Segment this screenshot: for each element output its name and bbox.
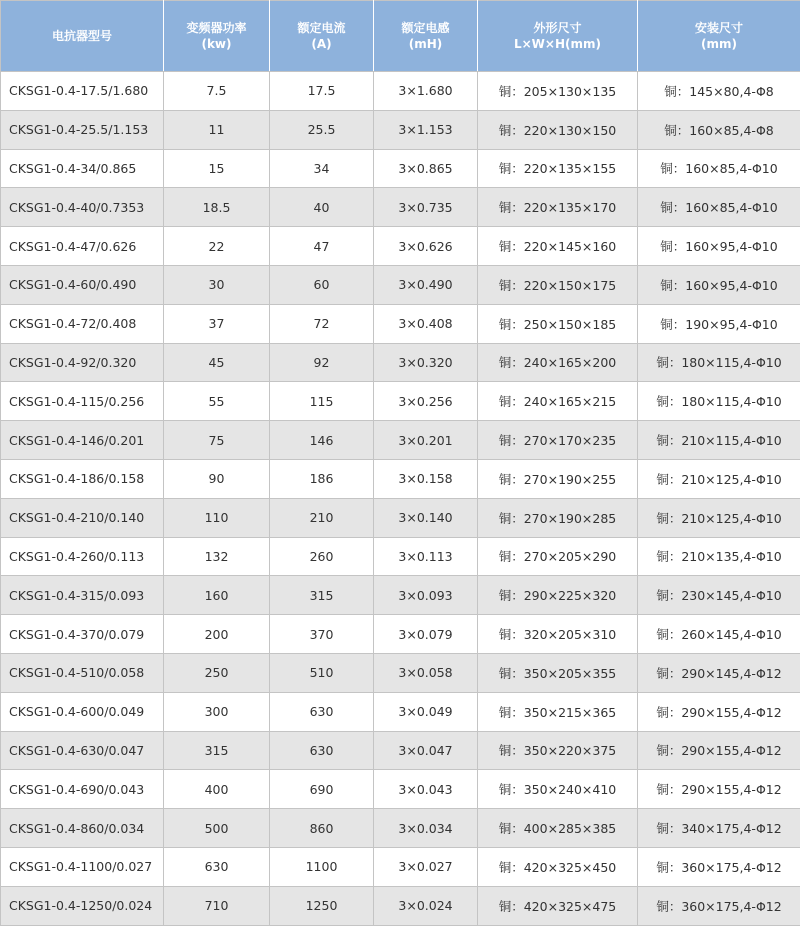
cell-model: CKSG1-0.4-510/0.058	[1, 653, 164, 692]
cell-mounting-size: 铜：360×175,4-Φ12	[638, 847, 800, 886]
cell-dimensions: 铜：240×165×215	[478, 382, 638, 421]
cell-mounting-size: 铜：290×155,4-Φ12	[638, 731, 800, 770]
cell-inverter-power: 110	[164, 498, 270, 537]
cell-inverter-power: 90	[164, 459, 270, 498]
header-unit: (A)	[270, 36, 373, 52]
cell-dimensions: 铜：270×190×255	[478, 459, 638, 498]
cell-rated-inductance: 3×0.408	[374, 304, 478, 343]
header-unit: L×W×H(mm)	[478, 36, 637, 52]
table-row	[1, 770, 800, 809]
cell-rated-inductance: 3×0.024	[374, 886, 478, 925]
cell-mounting-size: 铜：145×80,4-Φ8	[638, 72, 800, 111]
table-row	[1, 110, 800, 149]
cell-inverter-power: 55	[164, 382, 270, 421]
table-row	[1, 265, 800, 304]
cell-dimensions: 铜：350×220×375	[478, 731, 638, 770]
cell-rated-inductance: 3×0.034	[374, 809, 478, 848]
cell-rated-current: 315	[270, 576, 374, 615]
cell-dimensions: 铜：350×205×355	[478, 653, 638, 692]
cell-inverter-power: 200	[164, 615, 270, 654]
header-label: 电抗器型号	[1, 28, 163, 44]
cell-rated-inductance: 3×0.047	[374, 731, 478, 770]
cell-dimensions: 铜：220×135×170	[478, 188, 638, 227]
header-row	[1, 1, 800, 72]
table-row	[1, 537, 800, 576]
cell-rated-current: 34	[270, 149, 374, 188]
cell-model: CKSG1-0.4-47/0.626	[1, 227, 164, 266]
cell-rated-current: 47	[270, 227, 374, 266]
cell-dimensions: 铜：350×215×365	[478, 692, 638, 731]
cell-inverter-power: 500	[164, 809, 270, 848]
table-row	[1, 421, 800, 460]
header-label: 外形尺寸	[478, 20, 637, 36]
cell-mounting-size: 铜：230×145,4-Φ10	[638, 576, 800, 615]
cell-rated-inductance: 3×0.079	[374, 615, 478, 654]
cell-rated-inductance: 3×0.049	[374, 692, 478, 731]
cell-model: CKSG1-0.4-186/0.158	[1, 459, 164, 498]
cell-model: CKSG1-0.4-210/0.140	[1, 498, 164, 537]
cell-model: CKSG1-0.4-1250/0.024	[1, 886, 164, 925]
cell-inverter-power: 22	[164, 227, 270, 266]
cell-rated-current: 1100	[270, 847, 374, 886]
cell-inverter-power: 250	[164, 653, 270, 692]
header-label: 额定电流	[270, 20, 373, 36]
cell-dimensions: 铜：290×225×320	[478, 576, 638, 615]
cell-rated-current: 510	[270, 653, 374, 692]
header-rated-inductance	[374, 1, 478, 72]
cell-dimensions: 铜：220×145×160	[478, 227, 638, 266]
cell-inverter-power: 7.5	[164, 72, 270, 111]
table-body	[1, 72, 800, 926]
cell-mounting-size: 铜：160×85,4-Φ10	[638, 149, 800, 188]
cell-mounting-size: 铜：210×125,4-Φ10	[638, 498, 800, 537]
cell-rated-inductance: 3×0.027	[374, 847, 478, 886]
cell-dimensions: 铜：420×325×450	[478, 847, 638, 886]
cell-inverter-power: 300	[164, 692, 270, 731]
cell-rated-inductance: 3×0.140	[374, 498, 478, 537]
cell-dimensions: 铜：205×130×135	[478, 72, 638, 111]
cell-inverter-power: 630	[164, 847, 270, 886]
cell-rated-current: 25.5	[270, 110, 374, 149]
cell-dimensions: 铜：250×150×185	[478, 304, 638, 343]
cell-dimensions: 铜：350×240×410	[478, 770, 638, 809]
cell-inverter-power: 710	[164, 886, 270, 925]
cell-rated-current: 40	[270, 188, 374, 227]
cell-dimensions: 铜：220×130×150	[478, 110, 638, 149]
cell-mounting-size: 铜：210×125,4-Φ10	[638, 459, 800, 498]
header-label: 安装尺寸	[638, 20, 800, 36]
cell-mounting-size: 铜：180×115,4-Φ10	[638, 382, 800, 421]
cell-rated-current: 115	[270, 382, 374, 421]
cell-mounting-size: 铜：290×145,4-Φ12	[638, 653, 800, 692]
table-row	[1, 615, 800, 654]
cell-dimensions: 铜：320×205×310	[478, 615, 638, 654]
cell-rated-current: 72	[270, 304, 374, 343]
cell-mounting-size: 铜：160×95,4-Φ10	[638, 265, 800, 304]
cell-inverter-power: 315	[164, 731, 270, 770]
cell-model: CKSG1-0.4-40/0.7353	[1, 188, 164, 227]
cell-rated-inductance: 3×1.153	[374, 110, 478, 149]
cell-mounting-size: 铜：260×145,4-Φ10	[638, 615, 800, 654]
cell-mounting-size: 铜：360×175,4-Φ12	[638, 886, 800, 925]
cell-mounting-size: 铜：290×155,4-Φ12	[638, 770, 800, 809]
cell-inverter-power: 37	[164, 304, 270, 343]
cell-mounting-size: 铜：190×95,4-Φ10	[638, 304, 800, 343]
cell-dimensions: 铜：240×165×200	[478, 343, 638, 382]
table-row	[1, 731, 800, 770]
cell-rated-inductance: 3×0.058	[374, 653, 478, 692]
cell-dimensions: 铜：270×190×285	[478, 498, 638, 537]
cell-rated-inductance: 3×0.256	[374, 382, 478, 421]
cell-dimensions: 铜：220×150×175	[478, 265, 638, 304]
cell-rated-current: 17.5	[270, 72, 374, 111]
header-mounting-size	[638, 1, 800, 72]
cell-rated-inductance: 3×0.158	[374, 459, 478, 498]
cell-mounting-size: 铜：160×85,4-Φ8	[638, 110, 800, 149]
cell-dimensions: 铜：420×325×475	[478, 886, 638, 925]
header-unit: (mH)	[374, 36, 477, 52]
cell-rated-inductance: 3×0.113	[374, 537, 478, 576]
cell-model: CKSG1-0.4-34/0.865	[1, 149, 164, 188]
cell-rated-inductance: 3×0.093	[374, 576, 478, 615]
cell-rated-current: 60	[270, 265, 374, 304]
header-unit: (mm)	[638, 36, 800, 52]
table-row	[1, 498, 800, 537]
cell-rated-current: 186	[270, 459, 374, 498]
cell-rated-current: 1250	[270, 886, 374, 925]
table-row	[1, 72, 800, 111]
cell-rated-inductance: 3×1.680	[374, 72, 478, 111]
cell-rated-current: 260	[270, 537, 374, 576]
table-row	[1, 304, 800, 343]
cell-rated-current: 370	[270, 615, 374, 654]
cell-model: CKSG1-0.4-60/0.490	[1, 265, 164, 304]
cell-inverter-power: 18.5	[164, 188, 270, 227]
table-row	[1, 149, 800, 188]
table-row	[1, 188, 800, 227]
cell-rated-inductance: 3×0.201	[374, 421, 478, 460]
cell-rated-inductance: 3×0.735	[374, 188, 478, 227]
cell-mounting-size: 铜：340×175,4-Φ12	[638, 809, 800, 848]
cell-mounting-size: 铜：180×115,4-Φ10	[638, 343, 800, 382]
cell-dimensions: 铜：400×285×385	[478, 809, 638, 848]
header-inverter-power	[164, 1, 270, 72]
cell-inverter-power: 75	[164, 421, 270, 460]
table-row	[1, 886, 800, 925]
cell-model: CKSG1-0.4-630/0.047	[1, 731, 164, 770]
cell-model: CKSG1-0.4-115/0.256	[1, 382, 164, 421]
header-unit: (kw)	[164, 36, 269, 52]
table-row	[1, 653, 800, 692]
cell-rated-current: 690	[270, 770, 374, 809]
cell-model: CKSG1-0.4-17.5/1.680	[1, 72, 164, 111]
cell-model: CKSG1-0.4-260/0.113	[1, 537, 164, 576]
cell-mounting-size: 铜：290×155,4-Φ12	[638, 692, 800, 731]
cell-rated-current: 630	[270, 692, 374, 731]
cell-rated-inductance: 3×0.865	[374, 149, 478, 188]
cell-model: CKSG1-0.4-690/0.043	[1, 770, 164, 809]
header-rated-current	[270, 1, 374, 72]
cell-rated-inductance: 3×0.320	[374, 343, 478, 382]
cell-rated-current: 146	[270, 421, 374, 460]
cell-dimensions: 铜：270×205×290	[478, 537, 638, 576]
cell-mounting-size: 铜：210×135,4-Φ10	[638, 537, 800, 576]
cell-model: CKSG1-0.4-860/0.034	[1, 809, 164, 848]
cell-rated-inductance: 3×0.043	[374, 770, 478, 809]
cell-inverter-power: 15	[164, 149, 270, 188]
table-row	[1, 382, 800, 421]
cell-model: CKSG1-0.4-92/0.320	[1, 343, 164, 382]
cell-rated-inductance: 3×0.626	[374, 227, 478, 266]
cell-dimensions: 铜：220×135×155	[478, 149, 638, 188]
cell-rated-current: 860	[270, 809, 374, 848]
cell-model: CKSG1-0.4-146/0.201	[1, 421, 164, 460]
cell-model: CKSG1-0.4-72/0.408	[1, 304, 164, 343]
cell-model: CKSG1-0.4-315/0.093	[1, 576, 164, 615]
cell-dimensions: 铜：270×170×235	[478, 421, 638, 460]
table-row	[1, 227, 800, 266]
header-model	[1, 1, 164, 72]
table-row	[1, 809, 800, 848]
cell-rated-current: 210	[270, 498, 374, 537]
cell-inverter-power: 400	[164, 770, 270, 809]
cell-mounting-size: 铜：160×85,4-Φ10	[638, 188, 800, 227]
cell-model: CKSG1-0.4-600/0.049	[1, 692, 164, 731]
cell-rated-current: 630	[270, 731, 374, 770]
table-row	[1, 459, 800, 498]
header-label: 变频器功率	[164, 20, 269, 36]
cell-rated-current: 92	[270, 343, 374, 382]
cell-mounting-size: 铜：210×115,4-Φ10	[638, 421, 800, 460]
cell-mounting-size: 铜：160×95,4-Φ10	[638, 227, 800, 266]
table-header	[1, 1, 800, 72]
cell-inverter-power: 45	[164, 343, 270, 382]
cell-rated-inductance: 3×0.490	[374, 265, 478, 304]
cell-model: CKSG1-0.4-370/0.079	[1, 615, 164, 654]
table-row	[1, 576, 800, 615]
header-dimensions	[478, 1, 638, 72]
cell-inverter-power: 11	[164, 110, 270, 149]
cell-inverter-power: 160	[164, 576, 270, 615]
table-row	[1, 692, 800, 731]
cell-inverter-power: 30	[164, 265, 270, 304]
cell-model: CKSG1-0.4-1100/0.027	[1, 847, 164, 886]
cell-model: CKSG1-0.4-25.5/1.153	[1, 110, 164, 149]
table-row	[1, 847, 800, 886]
table-row	[1, 343, 800, 382]
cell-inverter-power: 132	[164, 537, 270, 576]
header-label: 额定电感	[374, 20, 477, 36]
